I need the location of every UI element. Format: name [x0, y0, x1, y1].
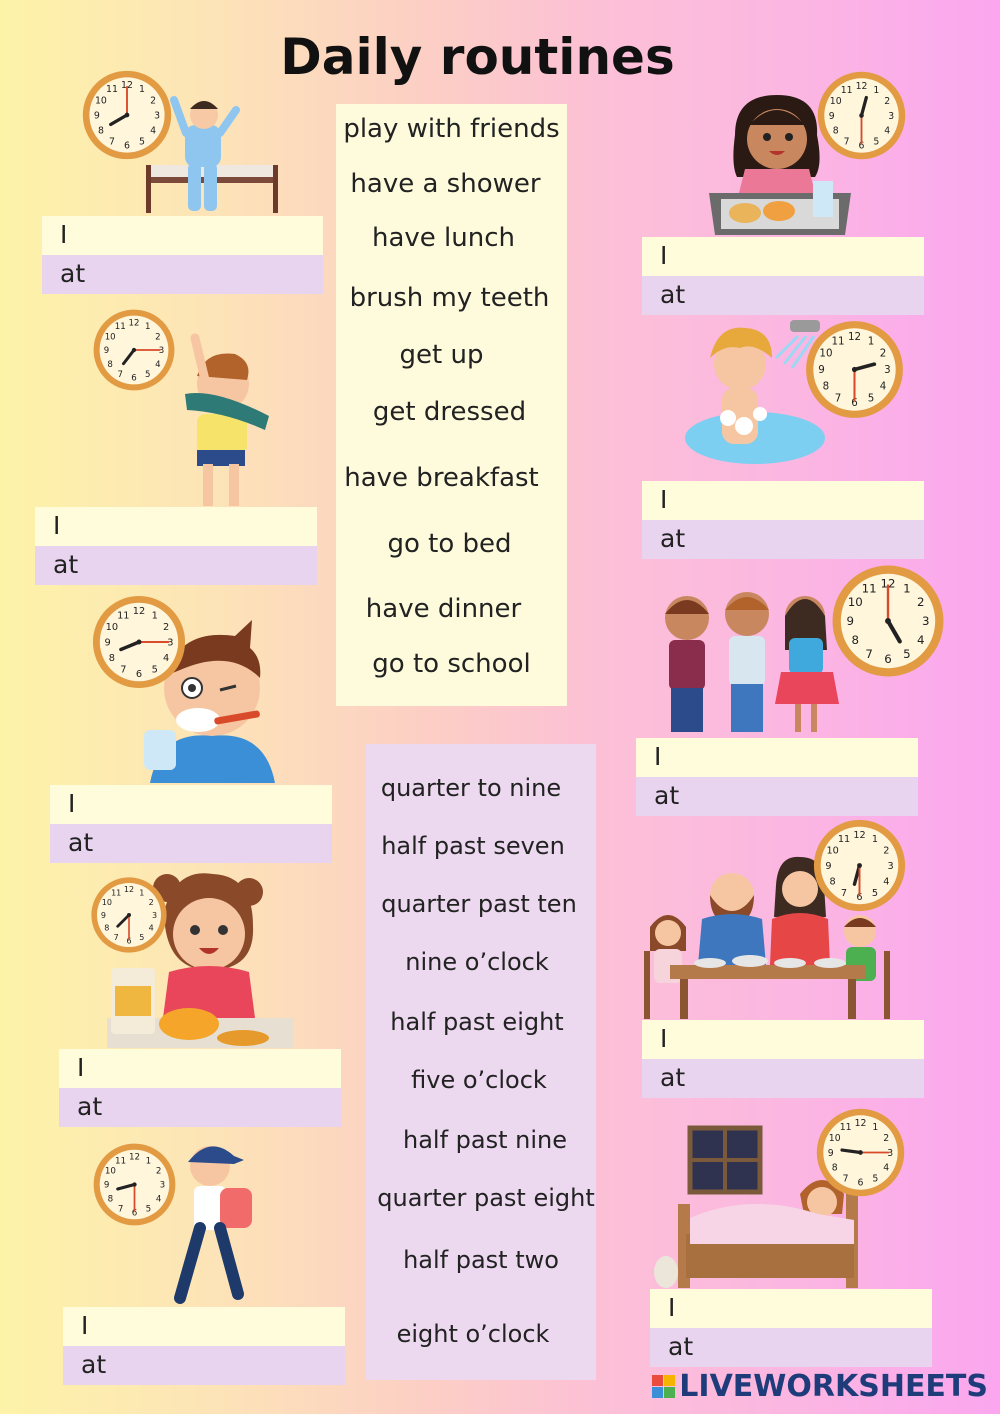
clock-number: 2 [150, 95, 157, 107]
clock-number: 11 [831, 335, 845, 348]
clock-center [137, 640, 142, 645]
subject-label: I [654, 742, 662, 771]
clock-number: 6 [851, 397, 858, 410]
clock-number: 10 [104, 1166, 116, 1177]
clock-number: 7 [842, 1173, 849, 1185]
time-item[interactable]: half past seven [381, 832, 565, 860]
phrase-item[interactable]: play with friends [343, 114, 560, 144]
clock-number: 8 [829, 876, 836, 888]
clock-number: 9 [103, 1180, 110, 1191]
clock-number: 9 [103, 346, 110, 357]
clock-number: 12 [854, 1117, 867, 1129]
answer-box [59, 1049, 341, 1127]
clock-number: 6 [131, 1208, 138, 1219]
clock-number: 6 [884, 651, 892, 666]
clock-center [858, 1150, 863, 1155]
time-prefix-label: at [53, 550, 79, 579]
clock-number: 1 [872, 1121, 879, 1133]
time-word-bank [366, 744, 596, 1380]
clock-number: 7 [865, 646, 873, 661]
clock-number: 5 [872, 1173, 879, 1185]
clock-number: 3 [922, 614, 930, 629]
clock-center [859, 113, 864, 118]
subject-label: I [60, 220, 68, 249]
answer-box [650, 1289, 932, 1367]
time-item[interactable]: quarter past ten [381, 890, 577, 918]
clock-number: 2 [883, 845, 890, 857]
clock-number: 9 [827, 1147, 834, 1159]
clock-number: 5 [867, 392, 875, 405]
clock-number: 4 [883, 1162, 890, 1174]
clock-number: 10 [829, 95, 842, 107]
clock-number: 4 [883, 876, 890, 888]
clock-number: 4 [155, 1194, 162, 1205]
clock-number: 7 [843, 136, 850, 148]
phrase-item[interactable]: have lunch [371, 223, 515, 253]
clock-number: 6 [131, 373, 137, 384]
subject-field[interactable] [642, 237, 924, 276]
clock-number: 5 [903, 646, 911, 661]
clock-number: 10 [826, 845, 839, 857]
subject-label: I [68, 789, 76, 818]
clock-number: 8 [104, 923, 110, 933]
clock-number: 7 [117, 369, 123, 380]
clock-number: 6 [126, 936, 132, 946]
clock-number: 12 [128, 1152, 141, 1163]
clock-number: 5 [873, 136, 880, 148]
brand-text: LIVEWORKSHEETS [679, 1369, 988, 1404]
clock-number: 11 [839, 1121, 852, 1133]
clock-number: 3 [154, 110, 161, 122]
clock-number: 5 [151, 664, 158, 676]
time-item[interactable]: half past eight [390, 1008, 564, 1036]
clock-number: 7 [113, 932, 119, 942]
subject-field[interactable] [642, 1020, 924, 1059]
clock-icon [814, 1106, 907, 1199]
clock-number: 1 [867, 335, 875, 348]
clock-number: 7 [834, 392, 842, 405]
clock-number: 2 [883, 1132, 890, 1144]
clock-number: 11 [840, 84, 853, 96]
clock-number: 3 [887, 1147, 894, 1159]
clock-center [125, 113, 130, 118]
time-item[interactable]: quarter to nine [380, 774, 562, 802]
phrase-item[interactable]: have a shower [350, 169, 541, 199]
clock-number: 1 [145, 322, 151, 333]
clock-icon [91, 1141, 178, 1228]
clock-icon [90, 593, 188, 691]
time-prefix-label: at [660, 524, 686, 553]
time-item[interactable]: half past nine [402, 1126, 567, 1154]
clock-number: 6 [857, 1177, 864, 1189]
subject-field[interactable] [636, 738, 918, 777]
time-item[interactable]: five o’clock [411, 1066, 547, 1094]
clock-number: 3 [884, 364, 891, 377]
clock-center [852, 367, 857, 372]
subject-field[interactable] [642, 481, 924, 520]
clock-number: 3 [158, 346, 165, 357]
time-field[interactable] [642, 276, 924, 315]
clock-number: 4 [879, 380, 887, 393]
clock-icon [829, 562, 947, 680]
answer-box [636, 738, 918, 816]
clock-number: 5 [139, 932, 145, 942]
subject-field[interactable] [650, 1289, 932, 1328]
subject-label: I [668, 1293, 676, 1322]
answer-box [42, 216, 323, 294]
subject-field[interactable] [59, 1049, 341, 1088]
answer-box [642, 237, 924, 315]
clock-number: 2 [916, 595, 925, 610]
clock-number: 12 [847, 331, 862, 344]
clock-number: 8 [851, 633, 860, 648]
clock-number: 9 [100, 910, 106, 920]
clock-number: 12 [132, 606, 146, 618]
phrase-item[interactable]: get up [399, 340, 484, 370]
clock-number: 10 [105, 621, 119, 633]
clock-number: 8 [832, 125, 839, 137]
clock-number: 2 [163, 621, 170, 633]
clock-icon [89, 875, 169, 955]
clock-number: 5 [145, 369, 151, 380]
subject-label: I [81, 1311, 89, 1340]
clock-number: 11 [115, 1156, 127, 1167]
clock-number: 4 [884, 125, 891, 137]
subject-label: I [660, 1024, 668, 1053]
clock-center [885, 618, 891, 624]
clock-number: 1 [145, 1156, 152, 1167]
time-field[interactable] [650, 1328, 932, 1367]
clock-number: 2 [879, 347, 887, 360]
phrase-item[interactable]: brush my teeth [349, 283, 550, 313]
clock-number: 10 [828, 1132, 841, 1144]
phrase-item[interactable]: go to school [372, 649, 531, 679]
phrase-item[interactable]: go to bed [387, 529, 512, 559]
clock-number: 4 [155, 359, 161, 370]
phrase-item[interactable]: have breakfast [344, 463, 539, 493]
clock-icon [91, 307, 177, 393]
clock-number: 7 [108, 136, 115, 148]
clock-number: 9 [846, 614, 854, 629]
clock-icon [80, 68, 174, 162]
clock-number: 3 [167, 637, 174, 649]
clock-number: 10 [847, 595, 863, 610]
clock-number: 12 [123, 885, 135, 895]
clock-number: 8 [831, 1162, 838, 1174]
clock-number: 12 [855, 80, 868, 92]
time-prefix-label: at [668, 1332, 694, 1361]
clock-number: 11 [837, 834, 851, 846]
subject-field[interactable] [63, 1307, 345, 1346]
clock-number: 1 [873, 84, 880, 96]
clock-number: 11 [117, 610, 130, 622]
clock-number: 4 [916, 633, 925, 648]
clock-center [132, 348, 136, 352]
answer-box [642, 1020, 924, 1098]
clock-number: 10 [104, 332, 116, 343]
clock-number: 11 [114, 322, 126, 333]
phrase-item[interactable]: have dinner [365, 594, 522, 624]
subject-label: I [77, 1053, 85, 1082]
time-field[interactable] [636, 777, 918, 816]
time-field[interactable] [63, 1346, 345, 1385]
clock-number: 6 [135, 668, 143, 680]
clock-number: 1 [139, 84, 146, 96]
clock-number: 8 [107, 359, 113, 370]
play-with-friends-illustration [645, 580, 845, 738]
time-field[interactable] [642, 1059, 924, 1098]
clock-number: 9 [93, 110, 100, 122]
clock-number: 8 [107, 1194, 114, 1205]
clock-number: 11 [105, 84, 118, 96]
clock-number: 3 [159, 1180, 166, 1191]
subject-field[interactable] [35, 507, 317, 546]
clock-number: 5 [139, 136, 146, 148]
subject-field[interactable] [50, 785, 332, 824]
clock-number: 12 [121, 80, 133, 92]
time-item[interactable]: half past two [403, 1246, 559, 1274]
clock-number: 7 [120, 664, 127, 676]
time-prefix-label: at [60, 259, 86, 288]
clock-number: 5 [145, 1204, 152, 1215]
time-prefix-label: at [660, 1063, 686, 1092]
subject-label: I [660, 241, 668, 270]
subject-label: I [53, 511, 61, 540]
liveworksheets-logo [652, 1369, 988, 1404]
subject-field[interactable] [42, 216, 323, 255]
clock-number: 9 [818, 364, 825, 377]
clock-number: 4 [148, 923, 154, 933]
clock-number: 10 [819, 347, 833, 360]
clock-number: 8 [822, 380, 830, 393]
time-field[interactable] [59, 1088, 341, 1127]
answer-box [50, 785, 332, 863]
clock-number: 6 [856, 891, 863, 903]
clock-center [132, 1182, 136, 1186]
clock-number: 11 [111, 888, 122, 898]
clock-number: 4 [150, 125, 157, 137]
clock-number: 10 [101, 898, 112, 907]
clock-number: 9 [104, 637, 111, 649]
clock-number: 9 [825, 860, 832, 872]
time-prefix-label: at [654, 781, 680, 810]
clock-icon [811, 817, 908, 914]
clock-number: 2 [884, 95, 891, 107]
time-field[interactable] [642, 520, 924, 559]
time-item[interactable]: quarter past eight [377, 1184, 595, 1212]
time-prefix-label: at [77, 1092, 103, 1121]
clock-number: 2 [155, 1166, 162, 1177]
clock-icon [803, 318, 906, 421]
clock-number: 7 [840, 887, 848, 899]
phrase-word-bank [336, 104, 567, 706]
page-title: Daily routines [280, 28, 675, 86]
time-field[interactable] [35, 546, 317, 585]
clock-center [127, 913, 131, 917]
clock-icon [815, 69, 908, 162]
time-prefix-label: at [68, 828, 94, 857]
clock-number: 2 [155, 332, 161, 343]
clock-number: 5 [871, 887, 879, 899]
clock-number: 1 [139, 888, 145, 898]
clock-number: 9 [828, 110, 835, 122]
clock-number: 1 [871, 834, 879, 846]
clock-number: 12 [128, 318, 140, 329]
get-dressed-illustration [175, 332, 275, 510]
answer-box [642, 481, 924, 559]
clock-number: 8 [108, 653, 115, 665]
clock-number: 3 [888, 110, 895, 122]
time-prefix-label: at [660, 280, 686, 309]
clock-number: 10 [94, 95, 107, 107]
clock-number: 6 [124, 140, 130, 152]
clock-number: 2 [148, 898, 154, 907]
clock-number: 1 [903, 581, 911, 596]
answer-box [35, 507, 317, 585]
phrase-item[interactable]: get dressed [372, 397, 527, 427]
clock-number: 11 [861, 581, 877, 596]
time-item[interactable]: eight o’clock [396, 1320, 550, 1348]
time-item[interactable]: nine o’clock [405, 948, 549, 976]
time-prefix-label: at [81, 1350, 107, 1379]
clock-number: 12 [880, 576, 896, 591]
time-field[interactable] [42, 255, 323, 294]
clock-number: 3 [152, 910, 158, 920]
clock-center [857, 863, 862, 868]
clock-number: 7 [117, 1204, 124, 1215]
answer-box [63, 1307, 345, 1385]
subject-label: I [660, 485, 668, 514]
clock-number: 12 [853, 829, 866, 841]
clock-number: 3 [887, 860, 894, 872]
clock-number: 8 [97, 125, 104, 137]
clock-number: 6 [858, 140, 865, 152]
time-field[interactable] [50, 824, 332, 863]
clock-number: 1 [151, 610, 158, 622]
clock-number: 4 [163, 653, 170, 665]
logo-mark-icon [652, 1375, 675, 1398]
